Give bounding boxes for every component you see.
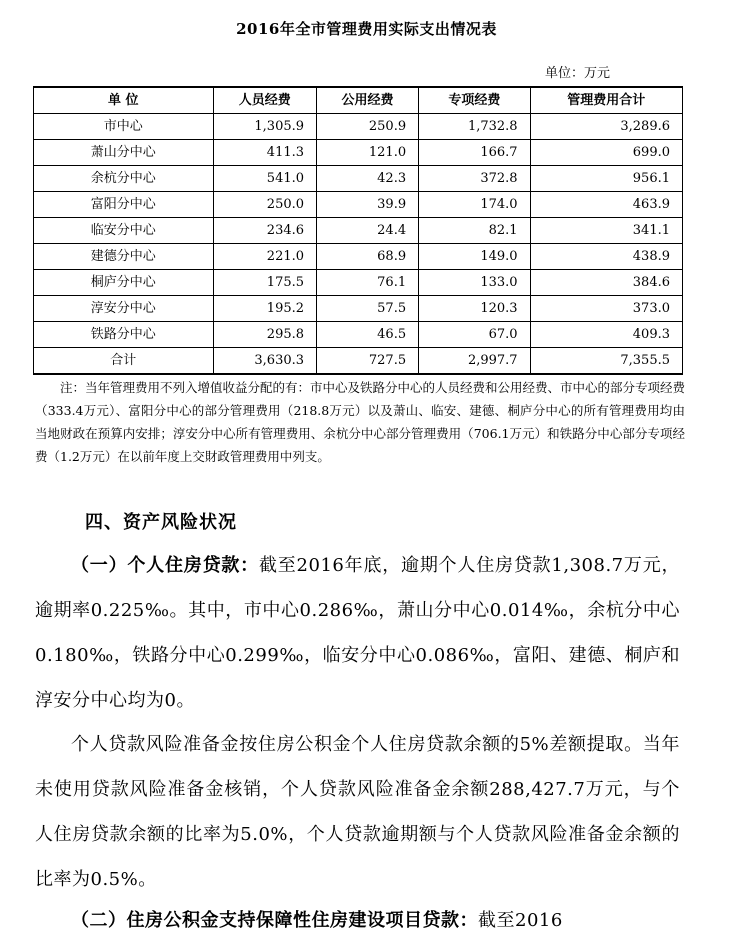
- paragraph-lead: （二）住房公积金支持保障性住房建设项目贷款：: [71, 910, 478, 931]
- table-cell-value: 372.8: [419, 166, 530, 192]
- table-cell-unit: 富阳分中心: [34, 192, 214, 218]
- table-cell-value: 234.6: [213, 218, 316, 244]
- table-cell-unit: 余杭分中心: [34, 166, 214, 192]
- table-row: [34, 192, 683, 218]
- table-cell-unit: 市中心: [34, 114, 214, 140]
- table-title: 2016年全市管理费用实际支出情况表: [236, 20, 497, 38]
- table-cell-value: 39.9: [317, 192, 419, 218]
- table-cell-value: 82.1: [419, 218, 530, 244]
- section-heading: 四、资产风险状况: [85, 512, 237, 533]
- table-cell-value: 121.0: [317, 140, 419, 166]
- paragraph-housing-loans: [35, 543, 680, 723]
- table-cell-value: 411.3: [213, 140, 316, 166]
- table-cell-unit: 桐庐分中心: [34, 270, 214, 296]
- table-cell-value: 149.0: [419, 244, 530, 270]
- table-cell-value: 68.9: [317, 244, 419, 270]
- table-cell-value: 727.5: [317, 348, 419, 375]
- table-cell-value: 166.7: [419, 140, 530, 166]
- table-cell-value: 7,355.5: [530, 348, 682, 375]
- table-cell-value: 2,997.7: [419, 348, 530, 375]
- table-row: [34, 322, 683, 348]
- table-note: 注：当年管理费用不列入增值收益分配的有：市中心及铁路分中心的人员经费和公用经费、市中心的部分专项经费（333.4万元）、富阳分中心的部分管理费用（218.8万元）以及萧山、临安、建德、桐庐分中心的所有管理费用均由当地财政在预算内安排；淳安分中心所有管理费用、余杭分中心部分管理费用（706.1万元）和铁路分中心部分专项经费（1.2万元）在以前年度上交財政管理费用中列支。: [35, 380, 686, 464]
- table-row: [34, 296, 683, 322]
- table-row: [34, 270, 683, 296]
- header-special: 专项经费: [419, 87, 530, 114]
- table-cell-value: 250.0: [213, 192, 316, 218]
- table-row: [34, 140, 683, 166]
- table-cell-value: 24.4: [317, 218, 419, 244]
- table-cell-value: 409.3: [530, 322, 682, 348]
- table-cell-value: 120.3: [419, 296, 530, 322]
- table-cell-value: 373.0: [530, 296, 682, 322]
- table-cell-value: 57.5: [317, 296, 419, 322]
- table-cell-value: 174.0: [419, 192, 530, 218]
- table-cell-value: 541.0: [213, 166, 316, 192]
- table-cell-unit: 合计: [34, 348, 214, 375]
- table-cell-value: 3,630.3: [213, 348, 316, 375]
- table-cell-value: 46.5: [317, 322, 419, 348]
- table-cell-value: 195.2: [213, 296, 316, 322]
- table-cell-unit: 铁路分中心: [34, 322, 214, 348]
- table-row: [34, 114, 683, 140]
- table-cell-value: 384.6: [530, 270, 682, 296]
- header-public: 公用经费: [317, 87, 419, 114]
- table-row: [34, 348, 683, 375]
- table-cell-unit: 淳安分中心: [34, 296, 214, 322]
- table-cell-value: 42.3: [317, 166, 419, 192]
- table-header-row: [34, 87, 683, 114]
- header-unit: 单 位: [34, 87, 214, 114]
- table-cell-unit: 建德分中心: [34, 244, 214, 270]
- table-cell-value: 295.8: [213, 322, 316, 348]
- table-row: [34, 218, 683, 244]
- paragraph-risk-reserve: 个人贷款风险准备金按住房公积金个人住房贷款余额的5%差额提取。当年未使用贷款风险准备金核销，个人贷款风险准备金余额288,427.7万元，与个人住房贷款余额的比率为5.0%，个人贷款逾期额与个人贷款风险准备金余额的比率为0.5%。: [35, 734, 680, 890]
- paragraph-body: 截至2016年底，逾期个人住房贷款1,308.7万元，逾期率0.225‰。其中，市中心0.286‰，萧山分中心0.014‰，余杭分中心0.180‰，铁路分中心0.299‰，临安分中心0.086‰，富阳、建德、桐庐和淳安分中心均为0。: [35, 555, 681, 711]
- table-cell-value: 1,305.9: [213, 114, 316, 140]
- table-cell-value: 250.9: [317, 114, 419, 140]
- table-row: [34, 166, 683, 192]
- table-cell-value: 133.0: [419, 270, 530, 296]
- table-cell-unit: 临安分中心: [34, 218, 214, 244]
- expense-table: [33, 86, 683, 375]
- table-cell-value: 438.9: [530, 244, 682, 270]
- table-cell-value: 956.1: [530, 166, 682, 192]
- unit-label: 单位：万元: [545, 66, 611, 81]
- table-cell-value: 699.0: [530, 140, 682, 166]
- header-total: 管理费用合计: [530, 87, 682, 114]
- table-cell-value: 3,289.6: [530, 114, 682, 140]
- table-cell-unit: 萧山分中心: [34, 140, 214, 166]
- table-cell-value: 341.1: [530, 218, 682, 244]
- paragraph-body: 截至2016: [478, 910, 563, 931]
- table-cell-value: 76.1: [317, 270, 419, 296]
- table-cell-value: 463.9: [530, 192, 682, 218]
- table-cell-value: 175.5: [213, 270, 316, 296]
- paragraph-lead: （一）个人住房贷款：: [71, 555, 259, 576]
- paragraph-project-loans: [35, 898, 680, 943]
- table-cell-value: 67.0: [419, 322, 530, 348]
- table-cell-value: 1,732.8: [419, 114, 530, 140]
- table-row: [34, 244, 683, 270]
- header-personnel: 人员经费: [213, 87, 316, 114]
- table-body: [34, 114, 683, 375]
- table-cell-value: 221.0: [213, 244, 316, 270]
